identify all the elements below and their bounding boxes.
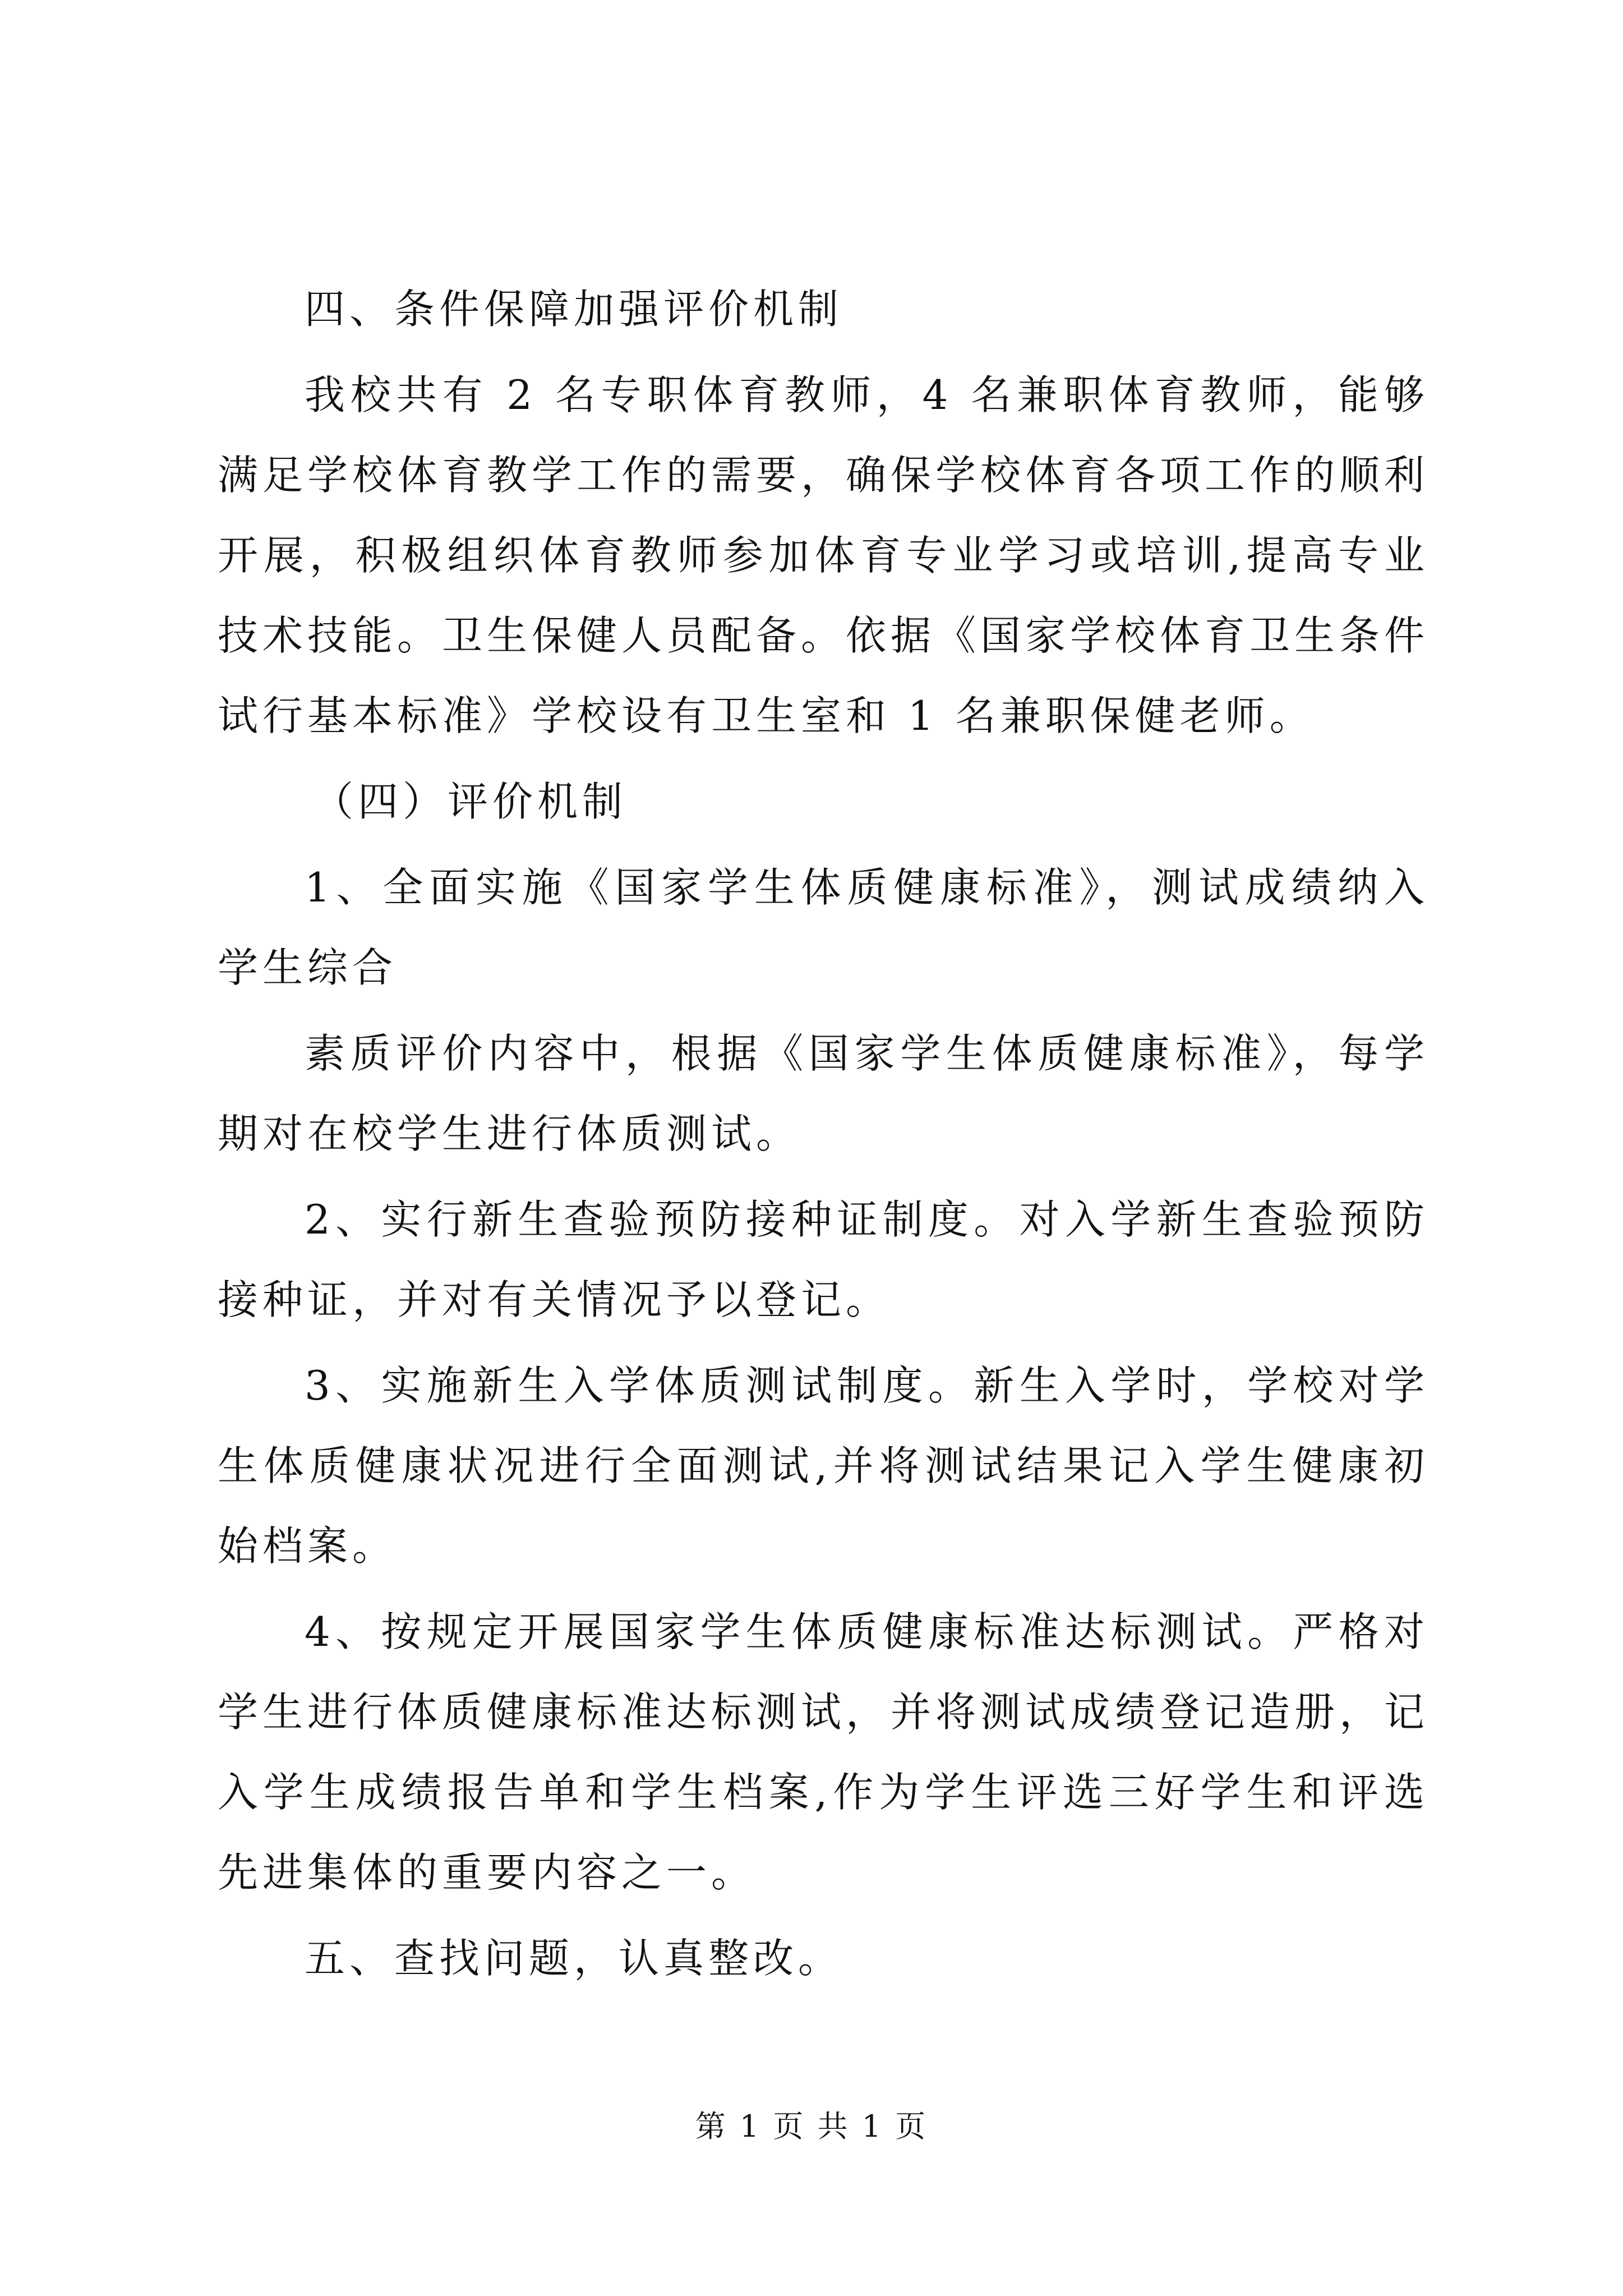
- paragraph-item-1: 1、全面实施《国家学生体质健康标准》，测试成绩纳入学生综合: [218, 864, 1429, 991]
- section-heading-rectification: 五、查找问题，认真整改。: [305, 1935, 843, 1982]
- paragraph-staffing: 我校共有 2 名专职体育教师，4 名兼职体育教师，能够满足学校体育教学工作的需要，确保学校体育各项工作的顺利开展，积极组织体育教师参加体育专业学习或培训,提高专业技术技能。卫生保健人员配备。依据《国家学校体育卫生条件试行基本标准》学校设有卫生室和 1 名兼职保健老师。: [218, 371, 1430, 739]
- subsection-heading-evaluation: （四）评价机制: [313, 778, 628, 825]
- document-body: [218, 269, 1429, 1999]
- paragraph-item-4: 4、按规定开展国家学生体质健康标准达标测试。严格对学生进行体质健康标准达标测试，并将测试成绩登记造册，记入学生成绩报告单和学生档案,作为学生评选三好学生和评选先进集体的重要内容之一。: [218, 1608, 1430, 1896]
- section-heading-conditions: 四、条件保障加强评价机制: [305, 286, 843, 333]
- paragraph-item-2: 2、实行新生查验预防接种证制度。对入学新生查验预防接种证，并对有关情况予以登记。: [218, 1196, 1429, 1323]
- paragraph-item-3: 3、实施新生入学体质测试制度。新生入学时，学校对学生体质健康状况进行全面测试,并将测试结果记入学生健康初始档案。: [218, 1362, 1429, 1570]
- page-number-footer: 第 1 页 共 1 页: [695, 2109, 928, 2144]
- paragraph-item-1-continued: 素质评价内容中，根据《国家学生体质健康标准》，每学期对在校学生进行体质测试。: [218, 1030, 1429, 1157]
